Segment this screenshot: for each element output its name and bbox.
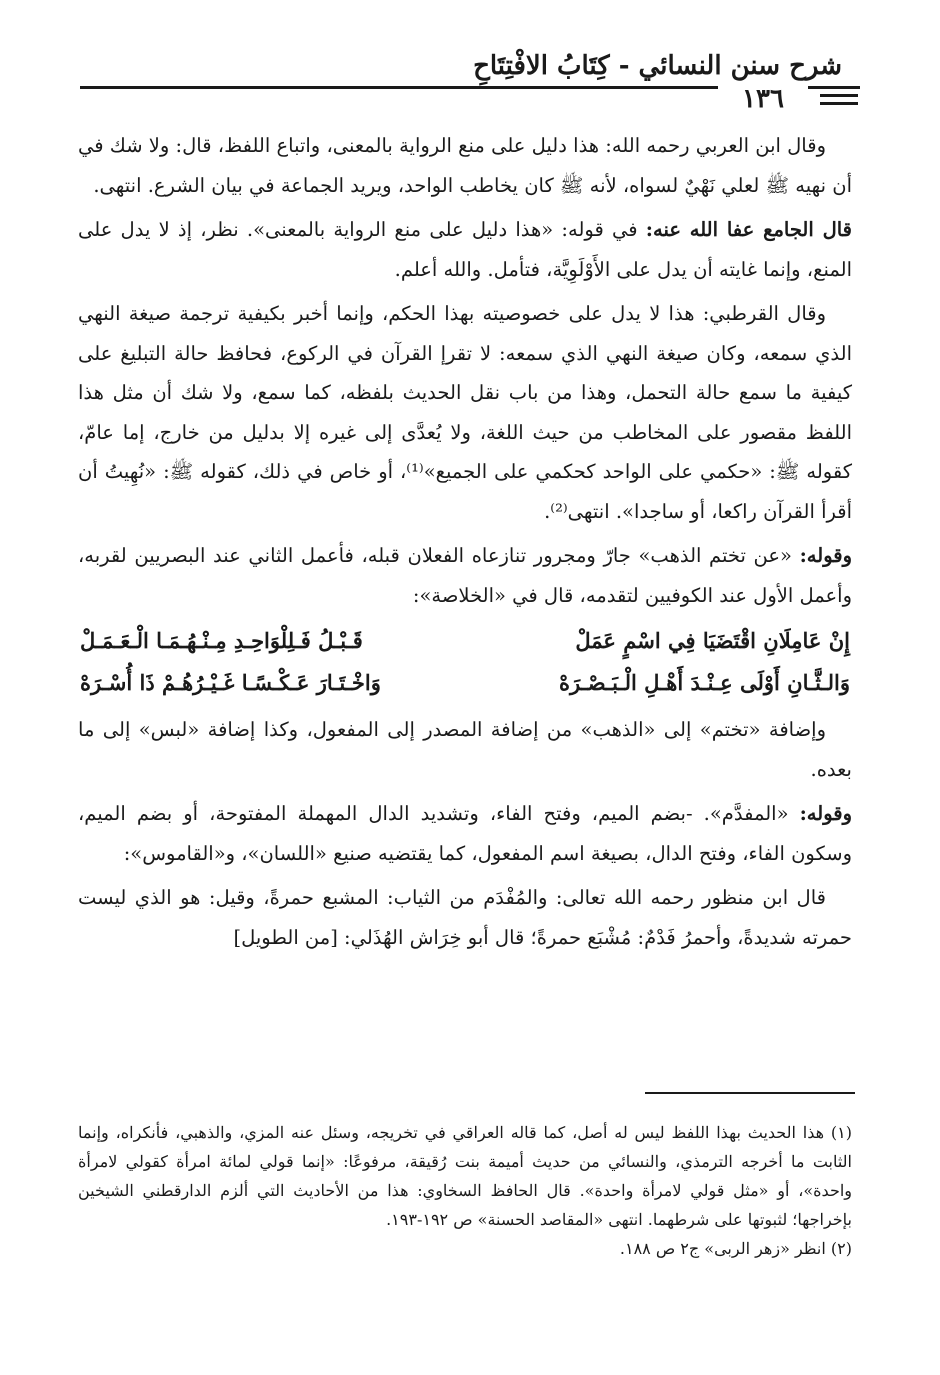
paragraph-jami	[78, 210, 852, 289]
paragraph-takhattum-text: «عن تختم الذهب» جارّ ومجرور تنازعاه الفعلان قبله، فأعمل الثاني عند البصريين لقربه، وأعمل الأول عند الكوفيين لتقدمه، قال في «الخلاصة»:	[78, 544, 852, 607]
main-text	[78, 126, 852, 962]
paragraph-takhattum-lead: وقوله:	[799, 544, 852, 567]
paragraph-ibn-manzur: قال ابن منظور رحمه الله تعالى: والمُفْدَم من الثياب: المشبع حمرةً، وقيل: هو الذي ليست حمرته شديدةً، وأحمرُ فَدْمٌ: مُشْبَع حمرةً؛ قال أبو خِرَاش الهُذَلي: [من الطويل]	[78, 886, 852, 949]
verse-2-first-hemistich: وَالـثَّـانِ أَوْلَى عِـنْـدَ أَهْـلِ الْـبَـصْـرَهْ	[559, 670, 850, 695]
verse-2-second-hemistich: وَاخْـتَـارَ عَـكْـسًـا غَـيْـرُهُـمْ ذَا أُسْـرَهْ	[80, 670, 381, 695]
paragraph-qurtubi: وقال القرطبي: هذا لا يدل على خصوصيته بهذا الحكم، وإنما أخبر بكيفية ترجمة صيغة النهي الذي سمعه، وكان صيغة النهي الذي سمعه: لا تقرإ القرآن في الركوع، فحافظ حالة التبليغ على كيفية ما سمع حالة التحمل، وهذا من باب نقل الحديث بلفظه، كما سمع، ولا شك أن مثل هذا اللفظ مقصور على المخاطب من حيث اللغة، ولا يُعدَّى إلى غيره إلا بدليل من خارج، إما عامّ، كقوله ﷺ: «حكمي على الواحد كحكمي على الجميع»⁽¹⁾، أو خاص في ذلك، كقوله ﷺ: «نُهِيتُ أن أقرأ القرآن راكعا، أو ساجدا». انتهى⁽²⁾.	[78, 302, 852, 523]
verse-line-2	[78, 662, 852, 704]
verse-line-1	[78, 620, 852, 662]
paragraph-takhattum	[78, 536, 852, 615]
poem-verses	[78, 620, 852, 704]
page-number: ١٣٦	[718, 84, 808, 114]
paragraph-mufaddam-lead: وقوله:	[799, 802, 852, 825]
paragraph-ibn-arabi: وقال ابن العربي رحمه الله: هذا دليل على منع الرواية بالمعنى، واتباع اللفظ، قال: ولا شك في أن نهيه ﷺ لعلي نَهْيٌ لسواه، لأنه ﷺ كان يخاطب الواحد، ويريد الجماعة في بيان الشرع. انتهى.	[78, 134, 852, 197]
paragraph-mufaddam	[78, 794, 852, 873]
paragraph-jami-lead: قال الجامع عفا الله عنه:	[645, 218, 853, 241]
verse-1-first-hemistich: إِنْ عَامِلَانِ اقْتَضَيَا فِي اسْمٍ عَمَلْ	[575, 628, 850, 653]
paragraph-jami-text: في قوله: «هذا دليل على منع الرواية بالمعنى». نظر، إذ لا يدل على المنع، وإنما غايته أن يدل على الأَوْلَوِيَّة، فتأمل. والله أعلم.	[78, 218, 852, 281]
verse-1-second-hemistich: قَـبْـلُ فَـلِلْوَاحِـدِ مِـنْـهُـمَـا الْـعَـمَـلْ	[80, 628, 363, 653]
footnote-1: (١) هذا الحديث بهذا اللفظ ليس له أصل، كما قاله العراقي في تخريجه، وسئل عنه المزي، والذهبي، فأنكراه، وإنما الثابت ما أخرجه الترمذي، والنسائي من حديث أميمة بنت رُقيقة، مرفوعًا: «إنما قولي لمائة امرأة كقولي لامرأة واحدة»، أو «مثل قولي لامرأة واحدة». قال الحافظ السخاوي: هذا من الأحاديث التي ألزم الدارقطني الشيخين بإخراجها؛ لثبوتها على شرطهما. انتهى «المقاصد الحسنة» ص ١٩٢-١٩٣.	[78, 1123, 853, 1229]
footnote-2: (٢) انظر «زهر الربى» ج٢ ص ١٨٨.	[619, 1239, 852, 1258]
footnote-separator	[645, 1092, 855, 1094]
running-header-title: شرح سنن النسائي - كِتَابُ الافْتِتَاحِ	[473, 51, 842, 81]
page-number-rule-top	[820, 94, 858, 97]
paragraph-idafa: وإضافة «تختم» إلى «الذهب» من إضافة المصدر إلى المفعول، وكذا إضافة «لبس» إلى ما بعده.	[78, 718, 852, 781]
paragraph-mufaddam-text: «المفدَّم». -بضم الميم، وفتح الفاء، وتشديد الدال المهملة المفتوحة، أو بضم الميم، وسكون الفاء، وفتح الدال، بصيغة اسم المفعول، كما يقتضيه صنيع «اللسان»، و«القاموس»:	[78, 802, 852, 865]
footnotes	[78, 1118, 852, 1263]
page-number-rule-bottom	[820, 102, 858, 105]
